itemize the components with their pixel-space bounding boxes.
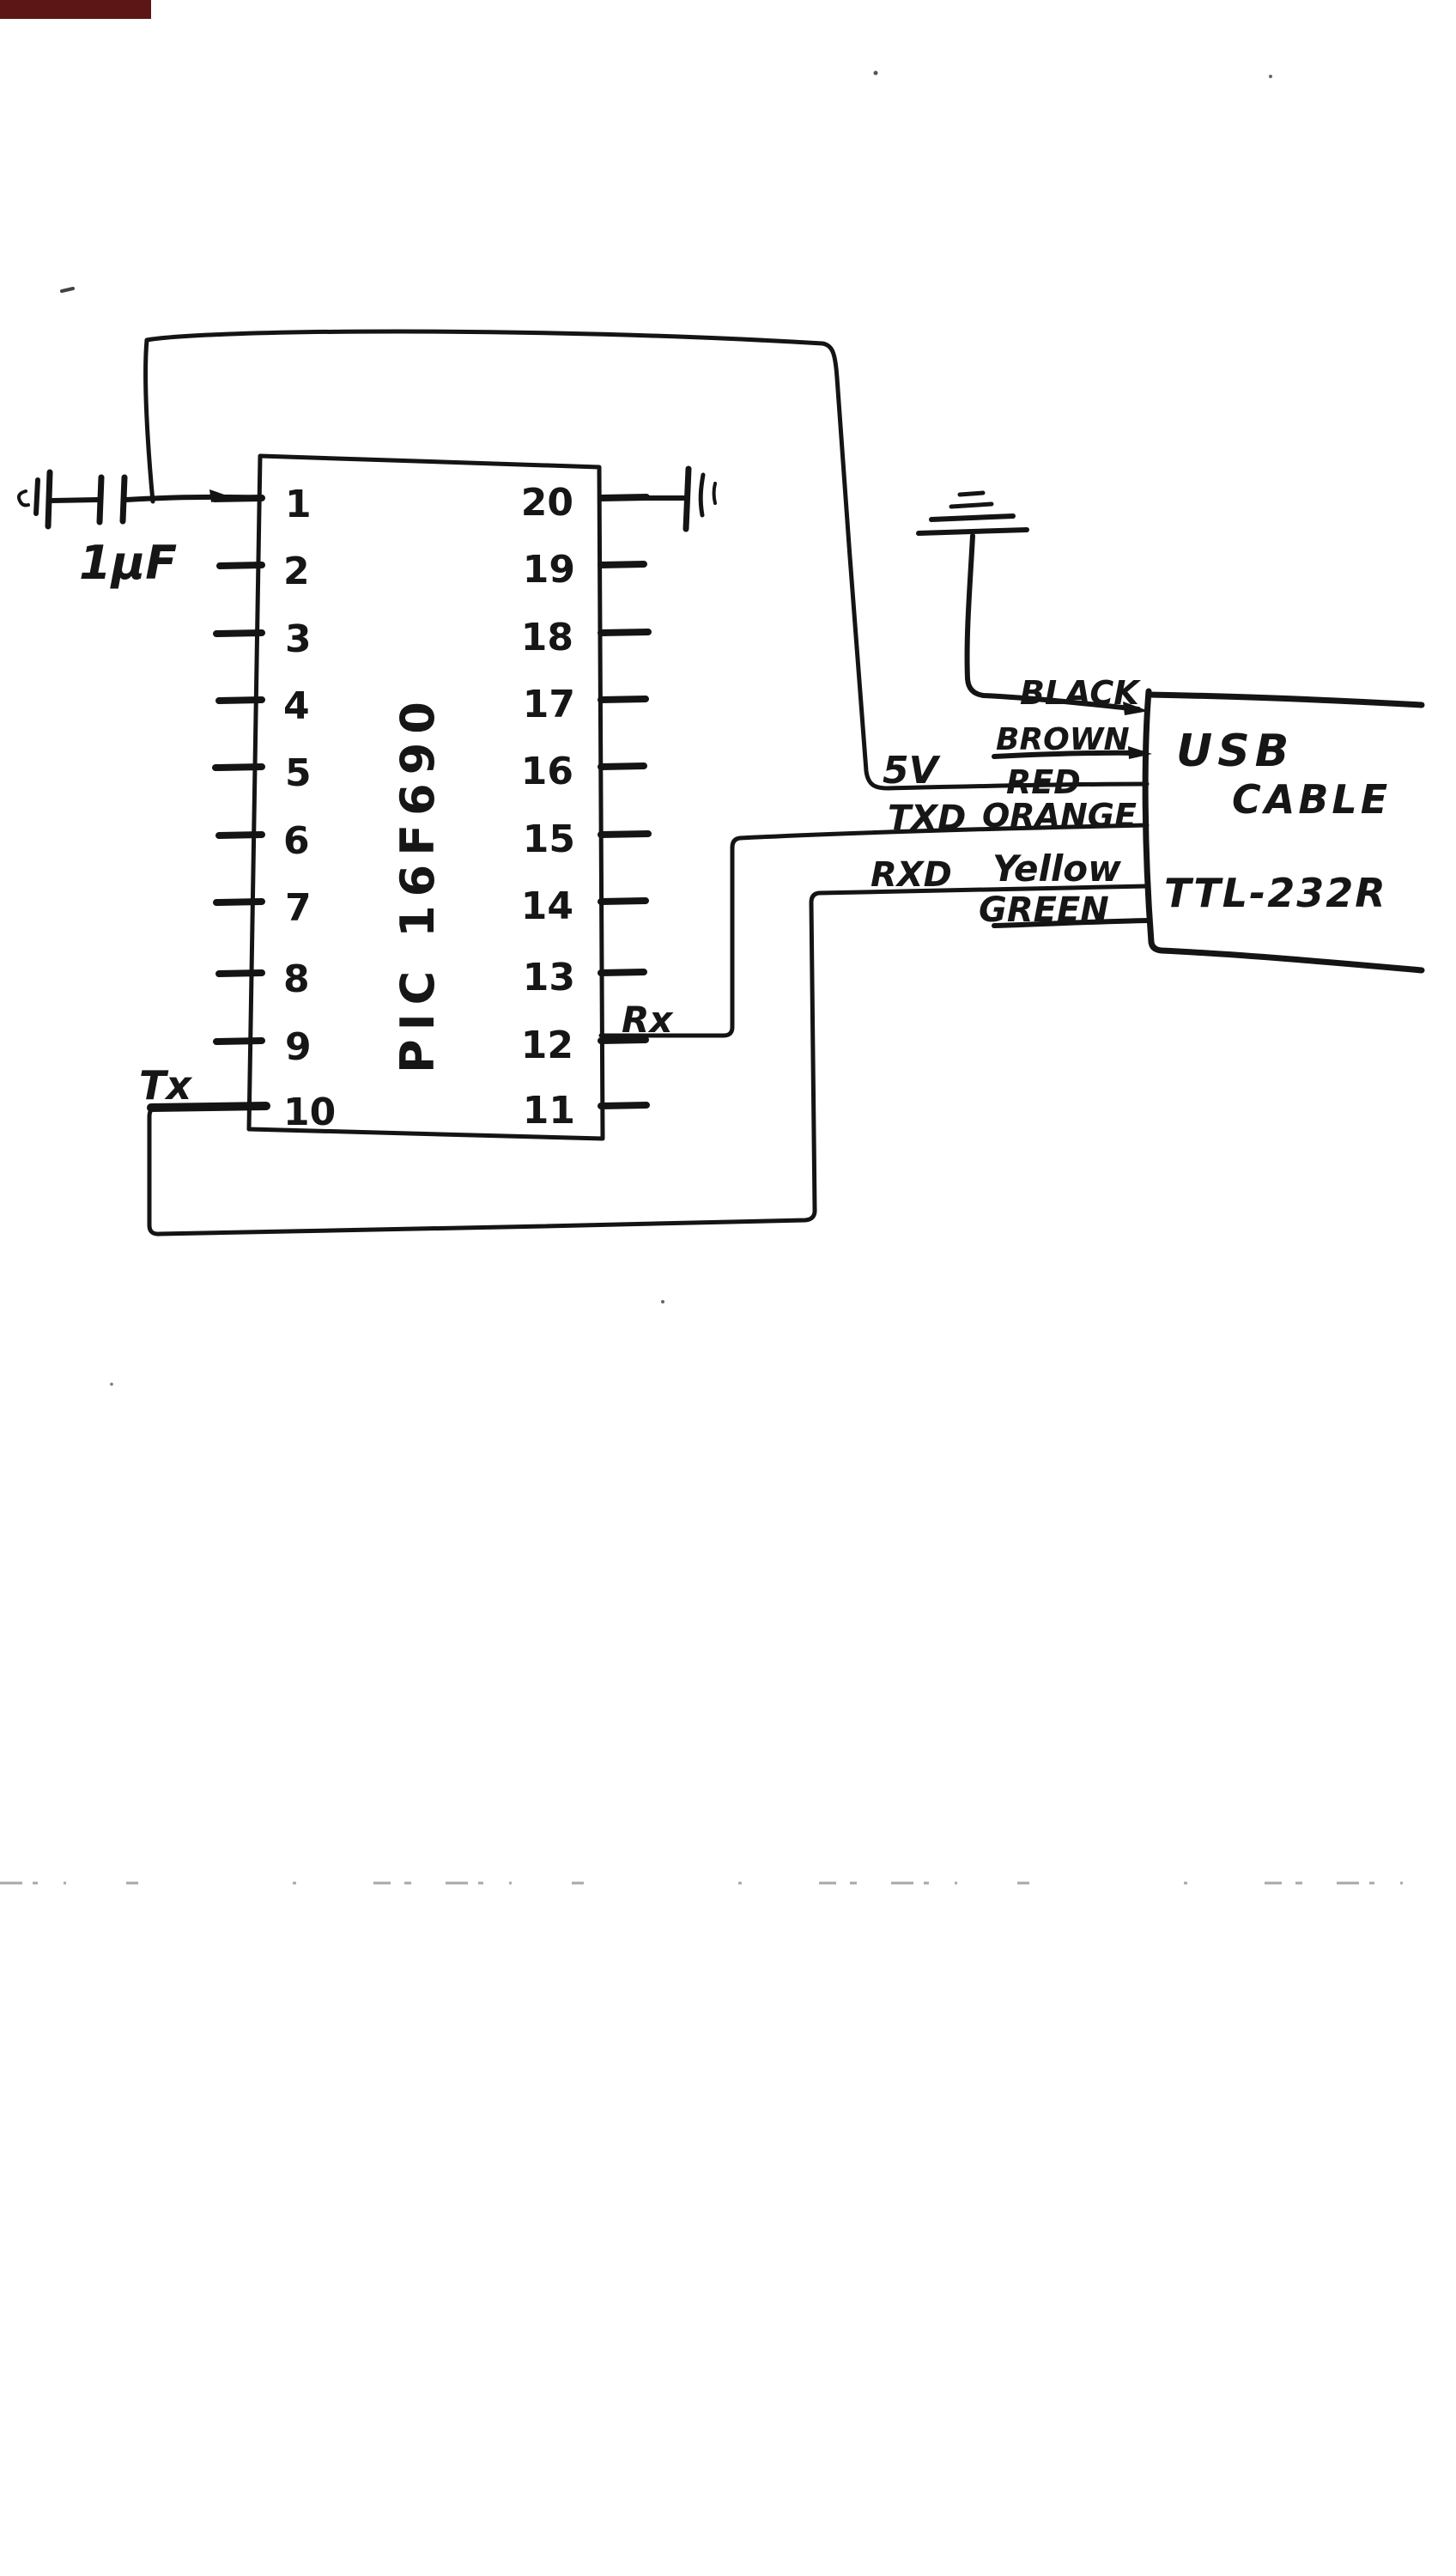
pin-number: 2 — [283, 550, 310, 593]
pin-number: 15 — [522, 817, 575, 861]
pin-number: 6 — [283, 819, 310, 863]
ground-symbol — [919, 493, 1027, 678]
capacitor-wire-left — [52, 500, 98, 501]
pin20-cap-plate — [686, 469, 689, 529]
pin-number: 18 — [520, 616, 573, 659]
capacitor-value-label: 1µF — [79, 536, 178, 590]
pin20-capacitor — [646, 469, 715, 529]
pin-number: 17 — [522, 683, 575, 726]
scan-artifact-bar — [0, 0, 151, 19]
label-rx: Rx — [622, 999, 673, 1041]
ic-left-pin-numbers — [283, 483, 336, 1134]
capacitor-lead-mark — [19, 491, 28, 505]
module-top-edge — [1149, 695, 1422, 705]
label-red: RED — [1006, 763, 1081, 801]
module-label-cable: CABLE — [1232, 776, 1392, 823]
pin-number: 5 — [285, 751, 312, 795]
pin-number: 9 — [285, 1025, 312, 1069]
pin-number: 1 — [285, 483, 312, 526]
label-tx: Tx — [139, 1062, 192, 1109]
pin-number: 16 — [520, 750, 573, 793]
capacitor-lead-bar — [36, 480, 38, 513]
module-left-edge — [1145, 691, 1151, 942]
label-5v: 5V — [883, 749, 938, 793]
capacitor-plate-left — [100, 477, 101, 522]
pin-number: 12 — [520, 1024, 573, 1067]
pin-number: 10 — [283, 1091, 337, 1134]
pin20-cap-mark1 — [701, 475, 703, 515]
ic-right-pin-numbers — [521, 481, 575, 1133]
mcu-ic — [215, 456, 648, 1139]
pin-number: 14 — [520, 884, 573, 928]
pin-number: 20 — [520, 481, 573, 525]
pin-number: 19 — [522, 548, 575, 592]
module-label-part: TTL-232R — [1164, 870, 1387, 916]
ic-part-label: PIC 16F690 — [391, 693, 445, 1073]
pin-number: 8 — [283, 957, 310, 1001]
pin-number: 13 — [522, 956, 575, 999]
ground-wire — [968, 536, 973, 678]
label-orange: ORANGE — [982, 797, 1137, 835]
usb-ttl-module — [1145, 691, 1422, 970]
module-bottom-edge — [1151, 942, 1422, 970]
pin-number: 7 — [285, 886, 312, 930]
label-green: GREEN — [979, 890, 1109, 930]
module-label-usb: USB — [1176, 726, 1295, 777]
label-brown: BROWN — [996, 722, 1130, 757]
capacitor-terminal-bar — [48, 472, 50, 526]
label-yellow: Yellow — [992, 848, 1121, 890]
pin20-cap-mark2 — [714, 483, 716, 503]
pin-number: 11 — [522, 1089, 575, 1133]
label-txd: TXD — [888, 799, 967, 838]
pin-number: 4 — [283, 684, 310, 728]
label-rxd: RXD — [871, 855, 952, 895]
pin-number: 3 — [285, 617, 312, 661]
label-black: BLACK — [1020, 674, 1139, 712]
